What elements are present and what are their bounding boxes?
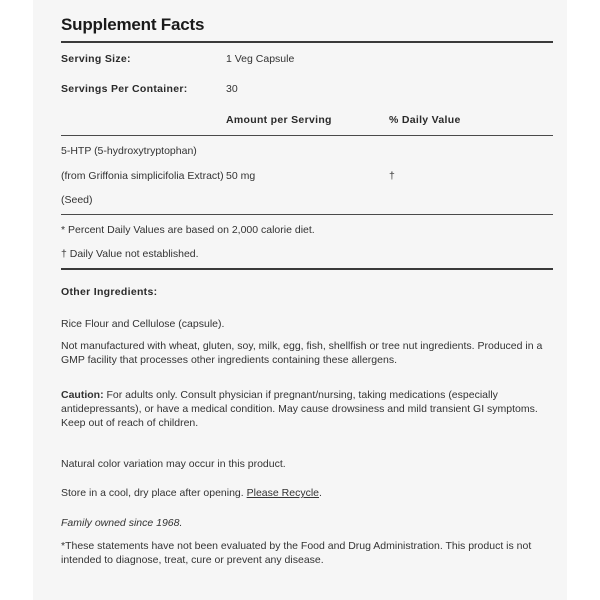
column-header-amount: Amount per Serving: [226, 114, 332, 126]
column-header-daily-value: % Daily Value: [389, 114, 461, 126]
storage-end: .: [319, 487, 322, 499]
other-ingredients-list: Rice Flour and Cellulose (capsule).: [61, 318, 225, 330]
footnote-dagger: † Daily Value not established.: [61, 248, 199, 260]
please-recycle-link[interactable]: Please Recycle: [246, 487, 319, 499]
footnote-divider: [61, 268, 553, 270]
ingredient-amount: 50 mg: [226, 170, 256, 182]
supplement-facts-panel: [33, 0, 567, 600]
caution-text: For adults only. Consult physician if pregnant/nursing, taking medications (especially antidepressants), or have a medical condition. May cause drowsiness and mild transient GI symptoms. Keep out of reach of children.: [61, 389, 538, 429]
ingredient-daily-value: †: [389, 170, 395, 182]
servings-per-container-label: Servings Per Container:: [61, 83, 188, 95]
page-title: Supplement Facts: [61, 15, 205, 34]
footnote-percent: * Percent Daily Values are based on 2,000 calorie diet.: [61, 224, 315, 236]
other-ingredients-heading: Other Ingredients:: [61, 286, 158, 298]
storage-text: Store in a cool, dry place after opening.: [61, 487, 247, 499]
ingredient-divider: [61, 214, 553, 215]
servings-per-container-value: 30: [226, 83, 238, 95]
title-divider: [61, 41, 553, 43]
color-variation-note: Natural color variation may occur in this product.: [61, 458, 286, 470]
header-divider: [61, 135, 553, 136]
caution-label: Caution:: [61, 389, 104, 401]
serving-size-value: 1 Veg Capsule: [226, 53, 295, 65]
family-owned-note: Family owned since 1968.: [61, 517, 183, 529]
fda-disclaimer: *These statements have not been evaluated by the Food and Drug Administration. This product is not intended to diagnose, treat, cure or prevent any disease.: [61, 540, 532, 566]
ingredient-name: 5-HTP (5-hydroxytryptophan): [61, 145, 197, 157]
allergen-statement: Not manufactured with wheat, gluten, soy, milk, egg, fish, shellfish or tree nut ingredients. Produced in a GMP facility that processes other ingredients containing these allergens.: [61, 340, 543, 366]
serving-size-label: Serving Size:: [61, 53, 131, 65]
caution-statement: [61, 388, 553, 430]
ingredient-part: (Seed): [61, 194, 93, 206]
ingredient-source: (from Griffonia simplicifolia Extract): [61, 170, 224, 182]
storage-note: [61, 486, 322, 500]
